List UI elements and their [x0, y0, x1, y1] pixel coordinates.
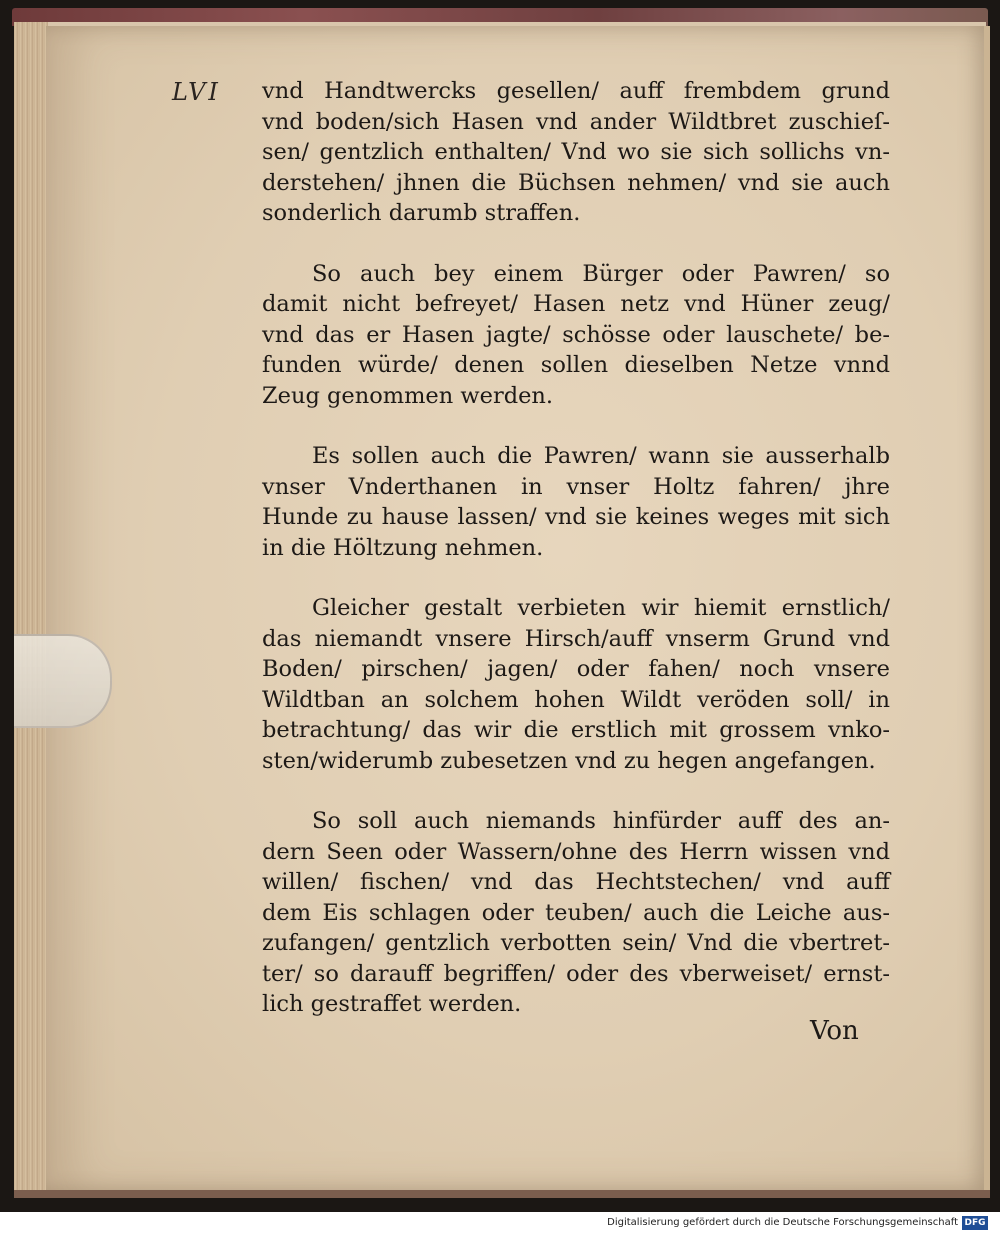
- text-line: Wildtban an solchem hohen Wildt veröden soll/ in: [262, 686, 890, 713]
- text-line: das niemandt vnsere Hirsch/auff vnserm Grund vnd: [262, 625, 890, 652]
- paragraph-1: [262, 76, 890, 229]
- page-clip: [14, 634, 112, 728]
- text-line: derstehen/ jhnen die Büchsen nehmen/ vnd sie auch: [262, 169, 890, 196]
- text-line: vnd Handtwercks gesellen/ auff frembdem grund: [262, 78, 890, 104]
- text-line: lich gestraffet werden.: [262, 991, 522, 1017]
- text-line: damit nicht befreyet/ Hasen netz vnd Hüner zeug/: [262, 291, 890, 317]
- text-line: betrachtung/ das wir die erstlich mit grossem vnko-: [262, 717, 890, 743]
- text-line: Zeug genommen werden.: [262, 382, 554, 409]
- text-line: So soll auch niemands hinfürder auff des an-: [312, 808, 890, 834]
- page-text: [262, 76, 890, 1020]
- catchword: Von: [810, 1016, 859, 1046]
- page-right-edge: [984, 26, 990, 1190]
- paragraph-4: [262, 593, 890, 776]
- text-line: vnd das er Hasen jagte/ schösse oder lauschete/ be-: [262, 321, 890, 348]
- text-line: So auch bey einem Bürger oder Pawren/ so: [312, 260, 890, 287]
- funding-credit: Digitalisierung gefördert durch die Deutsche Forschungsgemeinschaft: [607, 1217, 958, 1228]
- paragraph-5: [262, 806, 890, 1020]
- dfg-logo: DFG: [962, 1216, 988, 1230]
- text-line: sonderlich darumb straffen.: [262, 200, 581, 226]
- text-line: Boden/ pirschen/ jagen/ oder fahen/ noch vnsere: [262, 656, 890, 682]
- text-line: sen/ gentzlich enthalten/ Vnd wo sie sich sollichs vn-: [262, 139, 890, 165]
- text-line: zufangen/ gentzlich verbotten sein/ Vnd die vbertret-: [262, 930, 890, 956]
- text-line: vnser Vnderthanen in vnser Holtz fahren/ jhre: [262, 473, 890, 500]
- page-edges: [14, 22, 48, 1194]
- credit-bar: [0, 1212, 1000, 1234]
- book-bottom-edge: [14, 1190, 990, 1198]
- text-line: sten/widerumb zubesetzen vnd zu hegen angefangen.: [262, 747, 876, 774]
- text-line: willen/ fischen/ vnd das Hechtstechen/ vnd auff: [262, 869, 890, 895]
- text-line: dem Eis schlagen oder teuben/ auch die Leiche aus-: [262, 899, 890, 926]
- text-line: funden würde/ denen sollen dieselben Netze vnnd: [262, 352, 890, 378]
- text-line: dern Seen oder Wassern/ohne des Herrn wissen vnd: [262, 838, 890, 865]
- text-line: Hunde zu hause lassen/ vnd sie keines weges mit sich: [262, 504, 890, 530]
- text-line: Gleicher gestalt verbieten wir hiemit ernstlich/: [312, 595, 890, 621]
- paragraph-3: [262, 441, 890, 563]
- text-line: in die Höltzung nehmen.: [262, 534, 544, 561]
- text-line: Es sollen auch die Pawren/ wann sie ausserhalb: [312, 443, 890, 469]
- folio-number: LVI: [172, 78, 221, 106]
- paragraph-2: [262, 259, 890, 412]
- text-line: ter/ so darauff begriffen/ oder des vberweiset/ ernst-: [262, 960, 890, 987]
- text-line: vnd boden/sich Hasen vnd ander Wildtbret zuschieſ-: [262, 108, 890, 135]
